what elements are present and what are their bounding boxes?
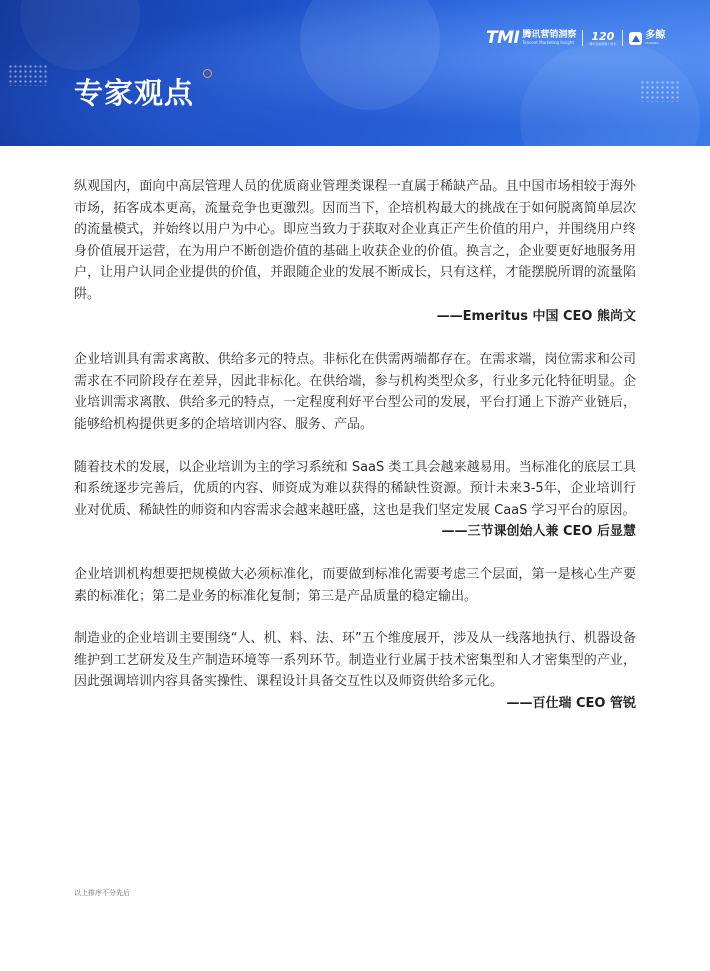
quote-attribution: ——Emeritus 中国 CEO 熊尚文 — [436, 308, 636, 324]
tmi-logo: TMI — [486, 28, 520, 48]
dot-pattern — [640, 80, 680, 102]
duojing-logo-en: DUOJING — [645, 41, 659, 45]
header-banner — [0, 0, 710, 146]
article-body — [74, 176, 636, 714]
quote-paragraph: 企业培训具有需求离散、供给多元的特点。非标化在供需两端都存在。在需求端，岗位需求和公司需求在不同阶段存在差异，因此非标化。在供给端，参与机构类型众多，行业多元化特征明显。企业培训需求离散、供给多元的特点，一定程度利好平台型公司的发展，平台打通上下游产业链后，能够给机构提供更多的企培培训内容、服务、产品。 — [74, 352, 636, 432]
quote-paragraph: 纵观国内，面向中高层管理人员的优质商业管理类课程一直属于稀缺产品。且中国市场相较于海外市场，拓客成本更高，流量竞争也更激烈。因而当下，企培机构最大的挑战在于如何脱离简单层次的流量模式，并始终以用户为中心。即应当致力于获取对企业真正产生价值的用户，并围绕用户终身价值展开运营，在为用户不断创造价值的基础上收获企业的价值。换言之，企业要更好地服务用户，让用户认同企业提供的价值，并跟随企业的发展不断成长，只有这样，才能摆脱所谓的流量陷阱。 — [74, 179, 636, 302]
quote-attribution: ——三节课创始人兼 CEO 后显慧 — [441, 524, 636, 540]
paragraph-spacer — [74, 607, 636, 628]
tmi-logo-cn: 腾讯营销洞察 — [522, 30, 577, 40]
dot-pattern — [8, 64, 48, 86]
logo-divider — [582, 30, 583, 46]
quote-paragraph: 企业培训机构想要把规模做大必须标准化，而要做到标准化需要考虑三个层面，第一是核心生产要素的标准化；第二是业务的标准化复制；第三是产品质量的稳定输出。 — [74, 566, 636, 604]
paragraph-spacer — [74, 543, 636, 564]
footnote: 以上排序不分先后 — [74, 889, 130, 897]
partner-logos — [486, 28, 665, 48]
duojing-logo-icon — [629, 32, 642, 45]
quote-paragraph: 制造业的企业培训主要围绕“人、机、料、法、环”五个维度展开，涉及从一线落地执行、机器设备维护到工艺研发及生产制造环境等一系列环节。制造业行业属于技术密集型和人才密集型的产业，因此强调培训内容具备实操性、课程设计具备交互性以及师资供给多元化。 — [74, 631, 636, 690]
paragraph-spacer — [74, 327, 636, 349]
duojing-logo-cn: 多鲸 — [645, 30, 666, 41]
anniversary-number: 120 — [591, 29, 615, 43]
tmi-logo-text — [522, 31, 576, 45]
paragraph-spacer — [74, 436, 636, 457]
anniversary-subtitle: 腾讯营销洞察十周年 — [589, 41, 617, 46]
banner-decoration — [20, 0, 140, 70]
circle-icon — [203, 69, 212, 78]
quote-paragraph: 随着技术的发展，以企业培训为主的学习系统和 SaaS 类工具会越来越易用。当标准化的底层工具和系统逐步完善后，优质的内容、师资成为难以获得的稀缺性资源。预计未来3-5年，企业培训行业对优质、稀缺性的师资和内容需求会越来越旺盛，这也是我们坚定发展 CaaS 学习平台的原因。 — [74, 459, 636, 518]
duojing-logo-text — [645, 31, 665, 45]
banner-decoration — [300, 0, 440, 110]
quote-attribution: ——百仕瑞 CEO 管锐 — [506, 695, 636, 711]
tmi-logo-en: Tencent Marketing Insight — [522, 40, 574, 45]
anniversary-logo — [589, 31, 616, 46]
page-title: 专家观点 — [74, 76, 195, 110]
logo-divider — [622, 30, 623, 46]
